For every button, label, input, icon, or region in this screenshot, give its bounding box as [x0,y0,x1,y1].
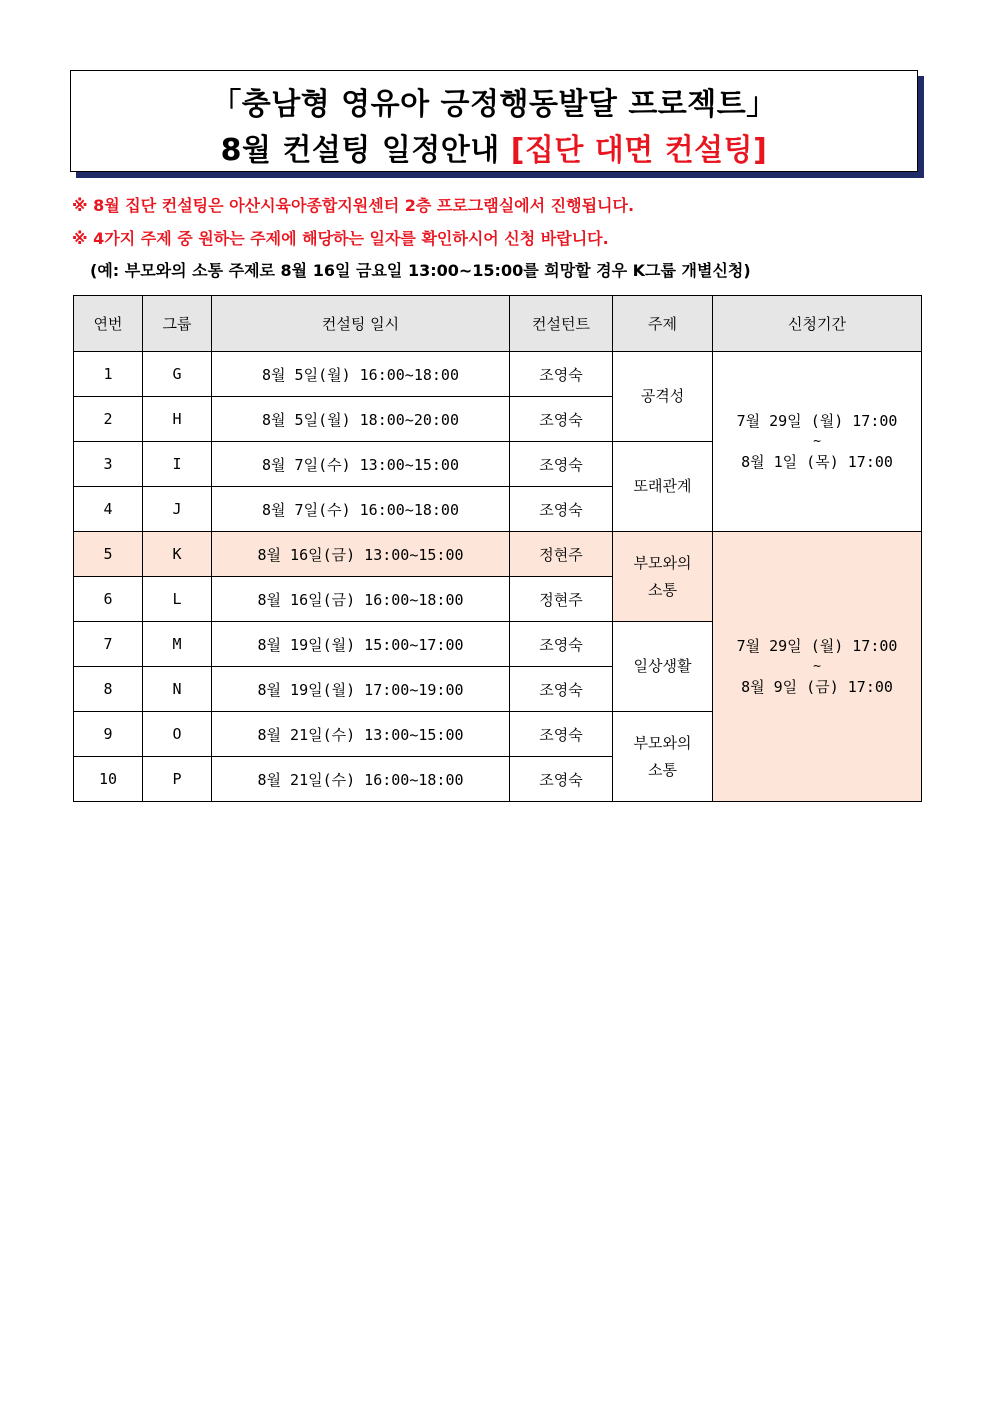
cell-consultant: 조영숙 [510,442,613,487]
cell-topic [613,352,713,442]
header-datetime: 컨설팅 일시 [212,296,510,352]
cell-datetime: 8월 21일(수) 13:00~15:00 [212,712,510,757]
cell-no: 5 [74,532,143,577]
header-topic: 주제 [613,296,713,352]
cell-topic [613,532,713,622]
cell-datetime: 8월 7일(수) 13:00~15:00 [212,442,510,487]
cell-datetime: 8월 19일(월) 17:00~19:00 [212,667,510,712]
cell-group: L [143,577,212,622]
cell-period [713,352,922,532]
topic-line-2: 소통 [648,760,677,779]
cell-datetime: 8월 5일(월) 18:00~20:00 [212,397,510,442]
cell-no: 2 [74,397,143,442]
cell-no: 4 [74,487,143,532]
title-line-2 [71,125,917,169]
cell-group: P [143,757,212,802]
cell-no: 10 [74,757,143,802]
cell-datetime: 8월 5일(월) 16:00~18:00 [212,352,510,397]
header-no: 연번 [74,296,143,352]
cell-datetime: 8월 21일(수) 16:00~18:00 [212,757,510,802]
cell-no: 1 [74,352,143,397]
cell-no: 7 [74,622,143,667]
table-header-row [74,296,922,352]
cell-datetime: 8월 16일(금) 16:00~18:00 [212,577,510,622]
note-example: (예: 부모와의 소통 주제로 8월 16일 금요일 13:00~15:00를 희망할 경우 K그룹 개별신청) [90,261,751,280]
cell-no: 9 [74,712,143,757]
period-start: 7월 29일 (월) 17:00 [736,636,898,655]
cell-consultant: 정현주 [510,532,613,577]
cell-no: 8 [74,667,143,712]
period-start: 7월 29일 (월) 17:00 [736,411,898,430]
topic-line-1: 부모와의 [633,553,692,572]
cell-group: G [143,352,212,397]
topic-line-1: 공격성 [640,387,685,405]
topic-line-2: 소통 [648,580,677,599]
cell-datetime: 8월 7일(수) 16:00~18:00 [212,487,510,532]
note-application: ※ 4가지 주제 중 원하는 주제에 해당하는 일자를 확인하시어 신청 바랍니다. [72,229,609,248]
cell-topic [613,622,713,712]
cell-consultant: 조영숙 [510,712,613,757]
period-tilde: ~ [813,658,821,674]
cell-datetime: 8월 16일(금) 13:00~15:00 [212,532,510,577]
table-row [74,532,922,577]
cell-topic [613,442,713,532]
cell-group: I [143,442,212,487]
header-group: 그룹 [143,296,212,352]
cell-group: J [143,487,212,532]
topic-line-1: 일상생활 [633,657,692,675]
title-line-2-black: 8월 컨설팅 일정안내 [220,133,511,168]
period-end: 8월 9일 (금) 17:00 [741,677,893,696]
cell-consultant: 조영숙 [510,397,613,442]
cell-group: H [143,397,212,442]
header-period: 신청기간 [713,296,922,352]
schedule-table [73,295,922,802]
period-tilde: ~ [813,433,821,449]
cell-consultant: 조영숙 [510,667,613,712]
title-box [70,70,918,172]
cell-no: 6 [74,577,143,622]
table-row [74,352,922,397]
header-consultant: 컨설턴트 [510,296,613,352]
title-line-1: 「충남형 영유아 긍정행동발달 프로젝트」 [211,87,777,122]
topic-line-1: 부모와의 [633,733,692,752]
cell-consultant: 조영숙 [510,352,613,397]
cell-consultant: 조영숙 [510,757,613,802]
title-line-2-red: [집단 대면 컨설팅] [510,133,768,168]
cell-period [713,532,922,802]
cell-topic [613,712,713,802]
cell-datetime: 8월 19일(월) 15:00~17:00 [212,622,510,667]
cell-group: K [143,532,212,577]
cell-group: M [143,622,212,667]
cell-consultant: 조영숙 [510,487,613,532]
note-location: ※ 8월 집단 컨설팅은 아산시육아종합지원센터 2층 프로그램실에서 진행됩니다. [72,196,635,215]
cell-group: O [143,712,212,757]
cell-consultant: 정현주 [510,577,613,622]
cell-group: N [143,667,212,712]
topic-line-1: 또래관계 [633,477,692,495]
cell-no: 3 [74,442,143,487]
cell-consultant: 조영숙 [510,622,613,667]
period-end: 8월 1일 (목) 17:00 [741,452,893,471]
